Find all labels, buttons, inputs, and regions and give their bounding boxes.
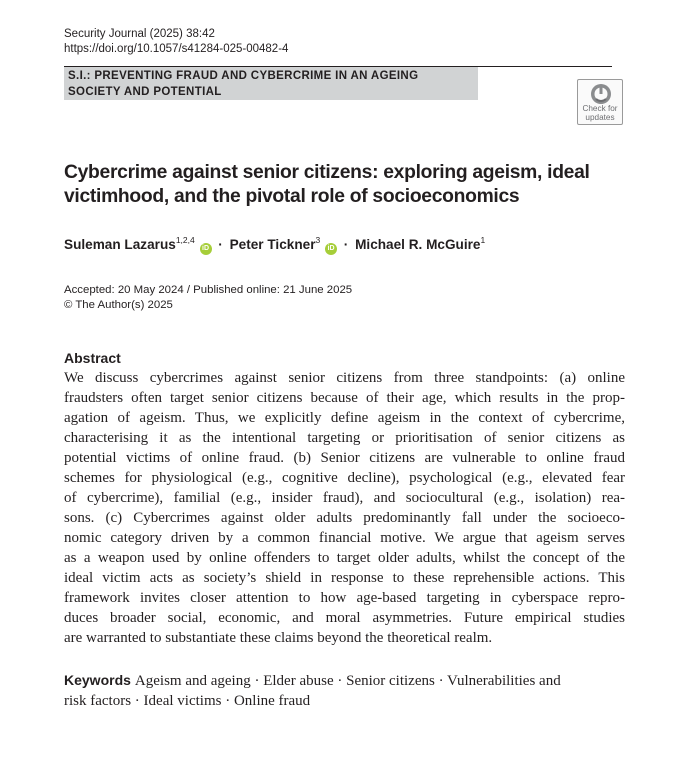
abstract-line: characterising it as the intentional targeting or prioritisation of senior citizens as xyxy=(64,430,625,446)
check-updates-line-1: Check for xyxy=(582,104,618,113)
author-separator: · xyxy=(343,237,349,252)
author-name[interactable]: Suleman Lazarus xyxy=(64,237,176,252)
abstract-line: potential victims of online fraud. (b) Senior citizens are vulnerable to online fraud xyxy=(64,450,625,466)
abstract-body xyxy=(64,368,625,648)
abstract-heading: Abstract xyxy=(64,350,121,366)
author-name[interactable]: Michael R. McGuire xyxy=(355,237,481,252)
abstract-line: sons. (c) Cybercrimes against older adults predominantly fall under the socioeco- xyxy=(64,510,625,526)
check-for-updates-badge[interactable] xyxy=(577,79,623,125)
author-separator: · xyxy=(218,237,223,252)
abstract-line: fraudsters often target senior citizens because of their age, which results in the prop- xyxy=(64,390,625,406)
check-updates-icon xyxy=(590,83,612,105)
article-title xyxy=(64,161,624,209)
author-list xyxy=(64,236,485,255)
abstract-line: are warranted to substantiate these claims beyond the theoretical realm. xyxy=(64,630,493,646)
author-affiliation: 1 xyxy=(480,235,486,245)
special-issue-line-2: SOCIETY AND POTENTIAL xyxy=(68,85,222,98)
orcid-icon[interactable]: iD xyxy=(325,243,337,255)
journal-citation: Security Journal (2025) 38:42 xyxy=(64,28,215,40)
abstract-line: as a weapon used by online offenders to target older adults, whilst the concept of the xyxy=(64,550,625,566)
keywords-label: Keywords xyxy=(64,672,131,688)
author-affiliation: 1,2,4 xyxy=(175,235,195,245)
check-updates-line-2: updates xyxy=(585,113,615,122)
special-issue-line-1: S.I.: PREVENTING FRAUD AND CYBERCRIME IN AN AGEING xyxy=(68,70,419,82)
doi-link[interactable]: https://doi.org/10.1057/s41284-025-00482-4 xyxy=(64,43,289,55)
copyright-notice: © The Author(s) 2025 xyxy=(64,299,173,311)
accepted-published-dates: Accepted: 20 May 2024 / Published online: 21 June 2025 xyxy=(64,284,353,296)
abstract-line: schemes for physiological (e.g., cognitive decline), psychological (e.g., elevated fear xyxy=(64,470,625,486)
abstract-line: ideal victim acts as society’s shield in response to these reprehensible actions. This xyxy=(64,570,625,586)
abstract-line: nomic category driven by a common financial motive. We argue that ageism serves xyxy=(64,530,625,546)
article-dates xyxy=(64,283,352,313)
title-line-1: Cybercrime against senior citizens: exploring ageism, ideal xyxy=(64,162,590,183)
abstract-line: duces broader social, economic, and moral asymmetries. Future empirical studies xyxy=(64,610,625,626)
orcid-icon[interactable]: iD xyxy=(200,243,212,255)
keywords-line-1: Ageism and ageing · Elder abuse · Senior citizens · Vulnerabilities and xyxy=(134,673,561,689)
abstract-line: We discuss cybercrimes against senior citizens from three standpoints: (a) online xyxy=(64,370,625,386)
title-line-2: victimhood, and the pivotal role of socioeconomics xyxy=(64,185,520,207)
author-affiliation: 3 xyxy=(315,235,321,245)
abstract-line: of cybercrime), familial (e.g., insider fraud), and sociocultural (e.g., isolation) rea- xyxy=(64,490,625,506)
abstract-line: framework invites closer attention to how age-based targeting in cyberspace repro- xyxy=(64,590,625,606)
keywords-section xyxy=(64,670,625,711)
abstract-line: agation of ageism. Thus, we explicitly define ageism in the context of cybercrime, xyxy=(64,410,625,426)
special-issue-banner xyxy=(64,67,478,100)
author-name[interactable]: Peter Tickner xyxy=(229,237,316,252)
keywords-line-2: risk factors · Ideal victims · Online fraud xyxy=(64,693,311,709)
